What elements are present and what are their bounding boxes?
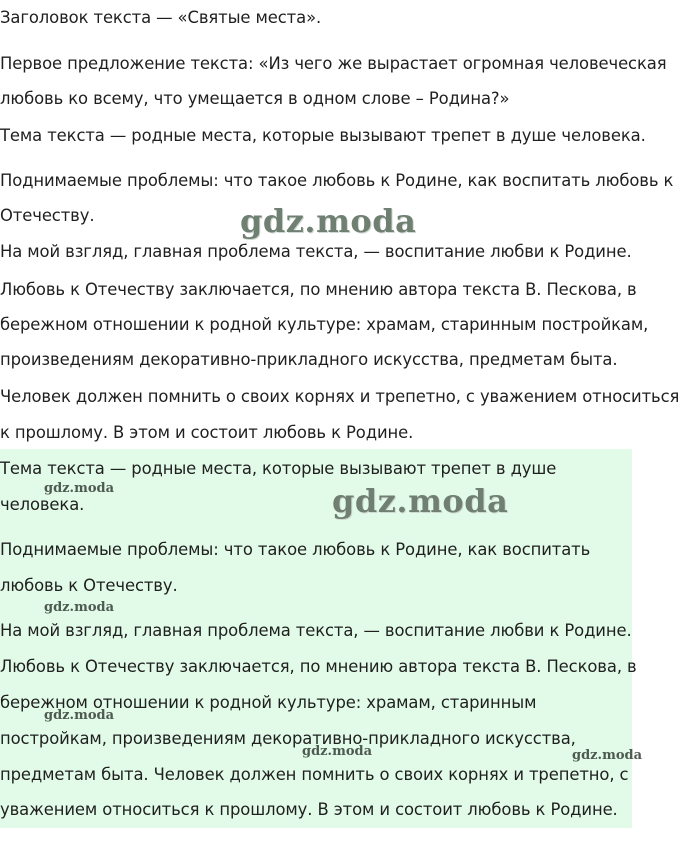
text-line: Отечеству. xyxy=(0,206,95,225)
highlight-line: Любовь к Отечеству заключается, по мнению автора текста В. Пескова, в xyxy=(0,657,637,676)
highlight-line: человека. xyxy=(0,495,85,514)
highlight-line: уважением относиться к прошлому. В этом и состоит любовь к Родине. xyxy=(0,800,618,819)
highlight-line: Тема текста — родные места, которые вызывают трепет в душе xyxy=(0,459,557,478)
text-line: произведениям декоративно-прикладного искусства, предметам быта. xyxy=(0,350,618,369)
text-line: Человек должен помнить о своих корнях и трепетно, с уважением относиться xyxy=(0,387,680,406)
highlight-line: бережном отношении к родной культуре: храмам, старинным xyxy=(0,693,537,712)
watermark-logo: gdz.moda xyxy=(44,481,115,496)
watermark-logo: gdz.moda xyxy=(332,482,509,520)
highlight-line: Поднимаемые проблемы: что такое любовь к Родине, как воспитать xyxy=(0,540,591,559)
text-line: Первое предложение текста: «Из чего же вырастает огромная человеческая xyxy=(0,54,667,73)
watermark-logo: gdz.moda xyxy=(240,202,417,240)
highlight-line: постройкам, произведениям декоративно-прикладного искусства, xyxy=(0,729,576,748)
text-line: Тема текста — родные места, которые вызывают трепет в душе человека. xyxy=(0,126,646,145)
text-line: Заголовок текста — «Святые места». xyxy=(0,8,322,27)
text-line: к прошлому. В этом и состоит любовь к Родине. xyxy=(0,423,414,442)
highlight-line: На мой взгляд, главная проблема текста, — воспитание любви к Родине. xyxy=(0,621,632,640)
watermark-logo: gdz.moda xyxy=(44,600,115,615)
watermark-logo: gdz.moda xyxy=(44,708,115,723)
highlight-line: предметам быта. Человек должен помнить о своих корнях и трепетно, с xyxy=(0,765,629,784)
text-line: бережном отношении к родной культуре: храмам, старинным постройкам, xyxy=(0,315,649,334)
text-line: Любовь к Отечеству заключается, по мнению автора текста В. Пескова, в xyxy=(0,280,637,299)
watermark-logo: gdz.moda xyxy=(572,748,643,763)
text-line: любовь ко всему, что умещается в одном слове – Родина?» xyxy=(0,89,510,108)
highlight-line: любовь к Отечеству. xyxy=(0,576,178,595)
text-line: На мой взгляд, главная проблема текста, — воспитание любви к Родине. xyxy=(0,242,632,261)
watermark-logo: gdz.moda xyxy=(302,744,373,759)
text-line: Поднимаемые проблемы: что такое любовь к Родине, как воспитать любовь к xyxy=(0,171,674,190)
